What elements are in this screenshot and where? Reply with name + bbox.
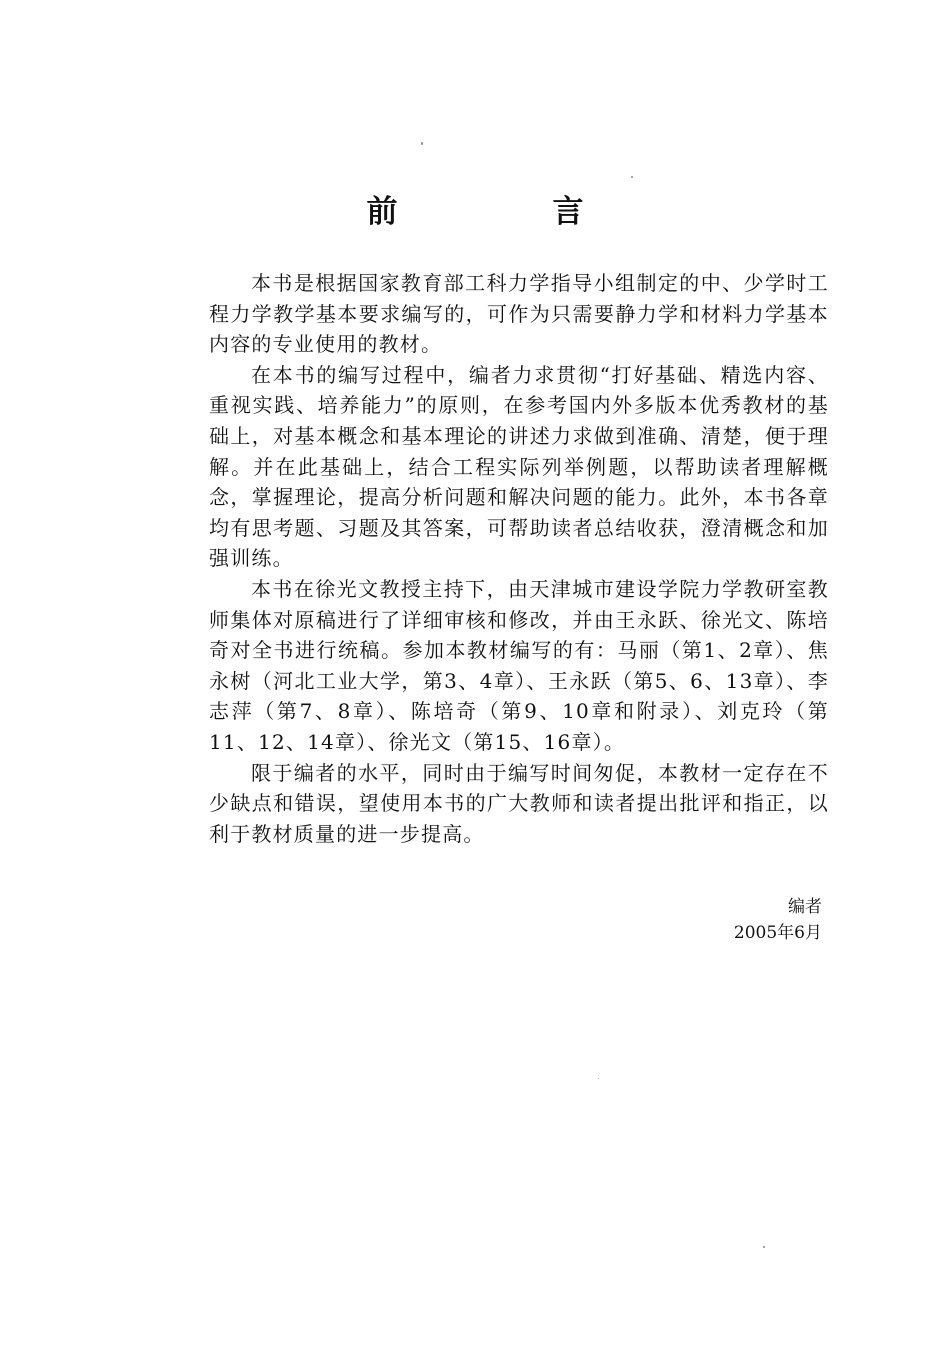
paragraph: 本书在徐光文教授主持下，由天津城市建设学院力学教研室教师集体对原稿进行了详细审核和修改，并由王永跃、徐光文、陈培奇对全书进行统稿。参加本教材编写的有：马丽（第1、2章）、焦永树（河北工业大学，第3、4章）、王永跃（第5、6、13章）、李志萍（第7、8章）、陈培奇（第9、10章和附录）、刘克玲（第11、12、14章）、徐光文（第15、16章）。 (209, 576, 829, 754)
paragraph: 本书是根据国家教育部工科力学指导小组制定的中、少学时工程力学教学基本要求编写的，可作为只需要静力学和材料力学基本内容的专业使用的教材。 (209, 271, 829, 357)
paragraph: 在本书的编写过程中，编者力求贯彻“打好基础、精选内容、重视实践、培养能力”的原则，在参考国内外多版本优秀教材的基础上，对基本概念和基本理论的讲述力求做到准确、清楚，便于理解。并在此基础上，结合工程实际列举例题，以帮助读者理解概念，掌握理论，提高分析问题和解决问题的能力。此外，本书各章均有思考题、习题及其答案，可帮助读者总结收获，澄清概念和加强训练。 (209, 362, 829, 571)
scan-speck (598, 1078, 599, 1079)
preface-body (209, 268, 829, 849)
author-signature: 编者 (788, 897, 822, 917)
scan-speck (763, 1246, 765, 1248)
scan-speck (421, 142, 423, 145)
page-title: 前 言 (366, 194, 646, 230)
date-line: 2005年6月 (733, 923, 822, 943)
paragraph: 限于编者的水平，同时由于编写时间匆促，本教材一定存在不少缺点和错误，望使用本书的广大教师和读者提出批评和指正，以利于教材质量的进一步提高。 (209, 760, 829, 846)
scan-speck (631, 176, 633, 178)
